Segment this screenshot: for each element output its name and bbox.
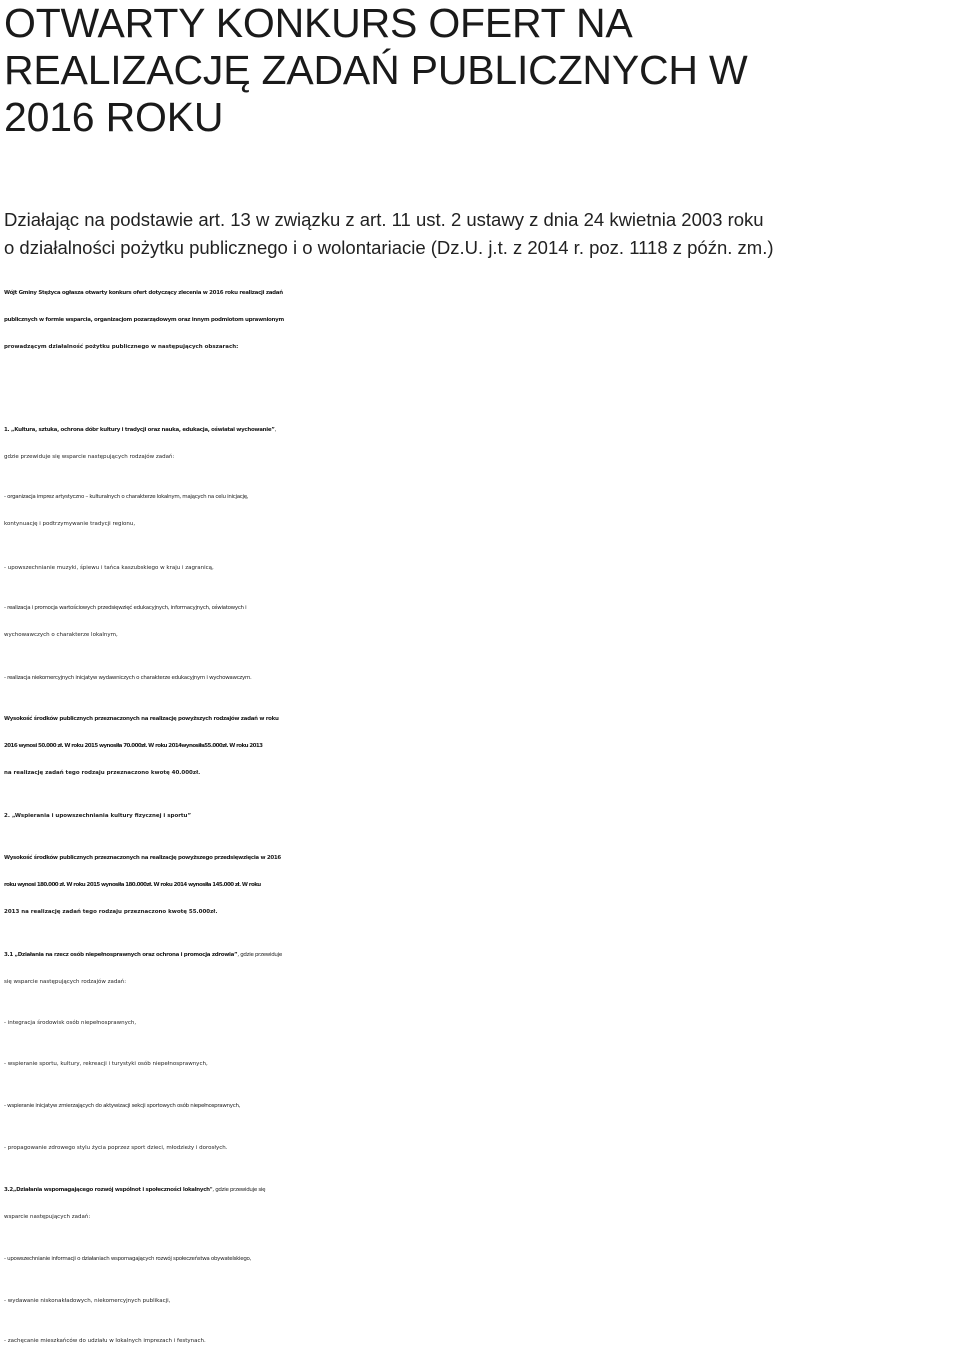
section-1-task [4,555,958,582]
task-line: - realizacja i promocja wartościowych przedsięwzięć edukacyjnych, informacyjnych, oświatowych i [4,605,247,611]
page-title [4,0,954,141]
section-2-heading [4,803,958,830]
announcement-line: Wójt Gminy Stężyca ogłasza otwarty konkurs ofert dotyczący zlecenia w 2016 roku realizacji zadań [4,290,283,296]
legal-basis [4,206,954,262]
section-2-title: 2. „Wspierania i upowszechniania kultury fizycznej i sportu” [4,813,192,819]
funding-line: 2016 wynosi 50.000 zł. W roku 2015 wynosiła 70.000zł. W roku 2014wynosiła55.000zł. W roku 2013 [4,743,263,749]
section-3-2-title-tail: , gdzie przewiduje się [212,1187,266,1193]
section-3-2-intro: wsparcie następujących zadań: [4,1214,91,1220]
section-1-task [4,665,958,692]
section-3-1-heading [4,942,958,996]
section-3-1-task [4,1051,958,1078]
task-line: - integracja środowisk osób niepełnosprawnych, [4,1020,137,1026]
announcement [4,280,958,361]
funding-line: 2013 na realizację zadań tego rodzaju przeznaczono kwotę 55.000zł. [4,909,218,915]
task-line: - propagowanie zdrowego stylu życia poprzez sport dzieci, młodzieży i dorosłych. [4,1145,228,1151]
section-2-funding [4,845,958,926]
section-3-1-title-tail: , gdzie przewiduje [237,952,282,958]
funding-line: Wysokość środków publicznych przeznaczonych na realizację powyższego przedsięwzięcia w 2016 [4,855,281,861]
section-1-heading [4,417,958,471]
task-line: - organizacja imprez artystyczno – kulturalnych o charakterze lokalnym, mających na celu inicjację, [4,494,249,500]
task-line: - realizacja niekomercyjnych inicjatyw wydawniczych o charakterze edukacyjnym i wychowawczym. [4,675,252,681]
task-line: - upowszechnianie muzyki, śpiewu i tańca kaszubskiego w kraju i zagranicą, [4,565,214,571]
section-3-2-task [4,1246,958,1273]
section-3-2-title: 3.2„Działania wspomagającego rozwój wspólnot i społeczności lokalnych" [4,1187,213,1193]
funding-line: na realizację zadań tego rodzaju przeznaczono kwotę 40.000zł. [4,770,201,776]
section-1-title: 1. „Kultura, sztuka, ochrona dóbr kultury i tradycji oraz nauka, edukacja, oświatai wychowanie” [4,427,275,433]
task-line: - wspieranie inicjatyw zmierzających do aktywizacji sekcji sportowych osób niepełnosprawnych, [4,1103,241,1109]
section-3-1-title: 3.1 „Działania na rzecz osób niepełnosprawnych oraz ochrona i promocja zdrowia” [4,952,238,958]
funding-line: roku wynosi 180.000 zł. W roku 2015 wynosiła 180.000zł. W roku 2014 wynosiła 145.000 zł. W roku [4,882,261,888]
legal-basis-line: Działając na podstawie art. 13 w związku z art. 11 ust. 2 ustawy z dnia 24 kwietnia 2003 roku [4,209,764,230]
section-3-2-task [4,1328,958,1355]
section-1-funding [4,706,958,787]
task-line: kontynuację i podtrzymywanie tradycji regionu, [4,521,136,527]
section-1-task [4,484,958,538]
title-line: OTWARTY KONKURS OFERT NA [4,0,633,46]
section-3-2-task [4,1288,958,1315]
task-line: - zachęcanie mieszkańców do udziału w lokalnych imprezach i festynach. [4,1338,206,1344]
task-line: - wspieranie sportu, kultury, rekreacji i turystyki osób niepełnosprawnych, [4,1061,208,1067]
task-line: - upowszechnianie informacji o działaniach wspomagających rozwój społeczeństwa obywatelskiego, [4,1256,252,1262]
section-3-2-heading [4,1177,958,1231]
section-1-title-tail: , [274,427,277,433]
section-3-1-task [4,1093,958,1120]
announcement-line: prowadzącym działalność pożytku publicznego w następujących obszarach: [4,344,239,350]
section-3-1-task [4,1010,958,1037]
task-line: - wydawanie niskonakładowych, niekomercyjnych publikacji, [4,1298,171,1304]
task-line: wychowawczych o charakterze lokalnym, [4,632,118,638]
funding-line: Wysokość środków publicznych przeznaczonych na realizację powyższych rodzajów zadań w roku [4,716,279,722]
section-3-1-task [4,1135,958,1162]
section-3-1-intro: się wsparcie następujących rodzajów zadań: [4,979,127,985]
section-1-task [4,595,958,649]
title-line: REALIZACJĘ ZADAŃ PUBLICZNYCH W [4,47,748,93]
legal-basis-line: o działalności pożytku publicznego i o wolontariacie (Dz.U. j.t. z 2014 r. poz. 1118 z późn. zm.) [4,237,774,258]
section-1-intro: gdzie przewiduje się wsparcie następujących rodzajów zadań: [4,454,175,460]
announcement-line: publicznych w formie wsparcia, organizacjom pozarządowym oraz innym podmiotom uprawnionym [4,317,284,323]
title-line: 2016 ROKU [4,94,224,140]
